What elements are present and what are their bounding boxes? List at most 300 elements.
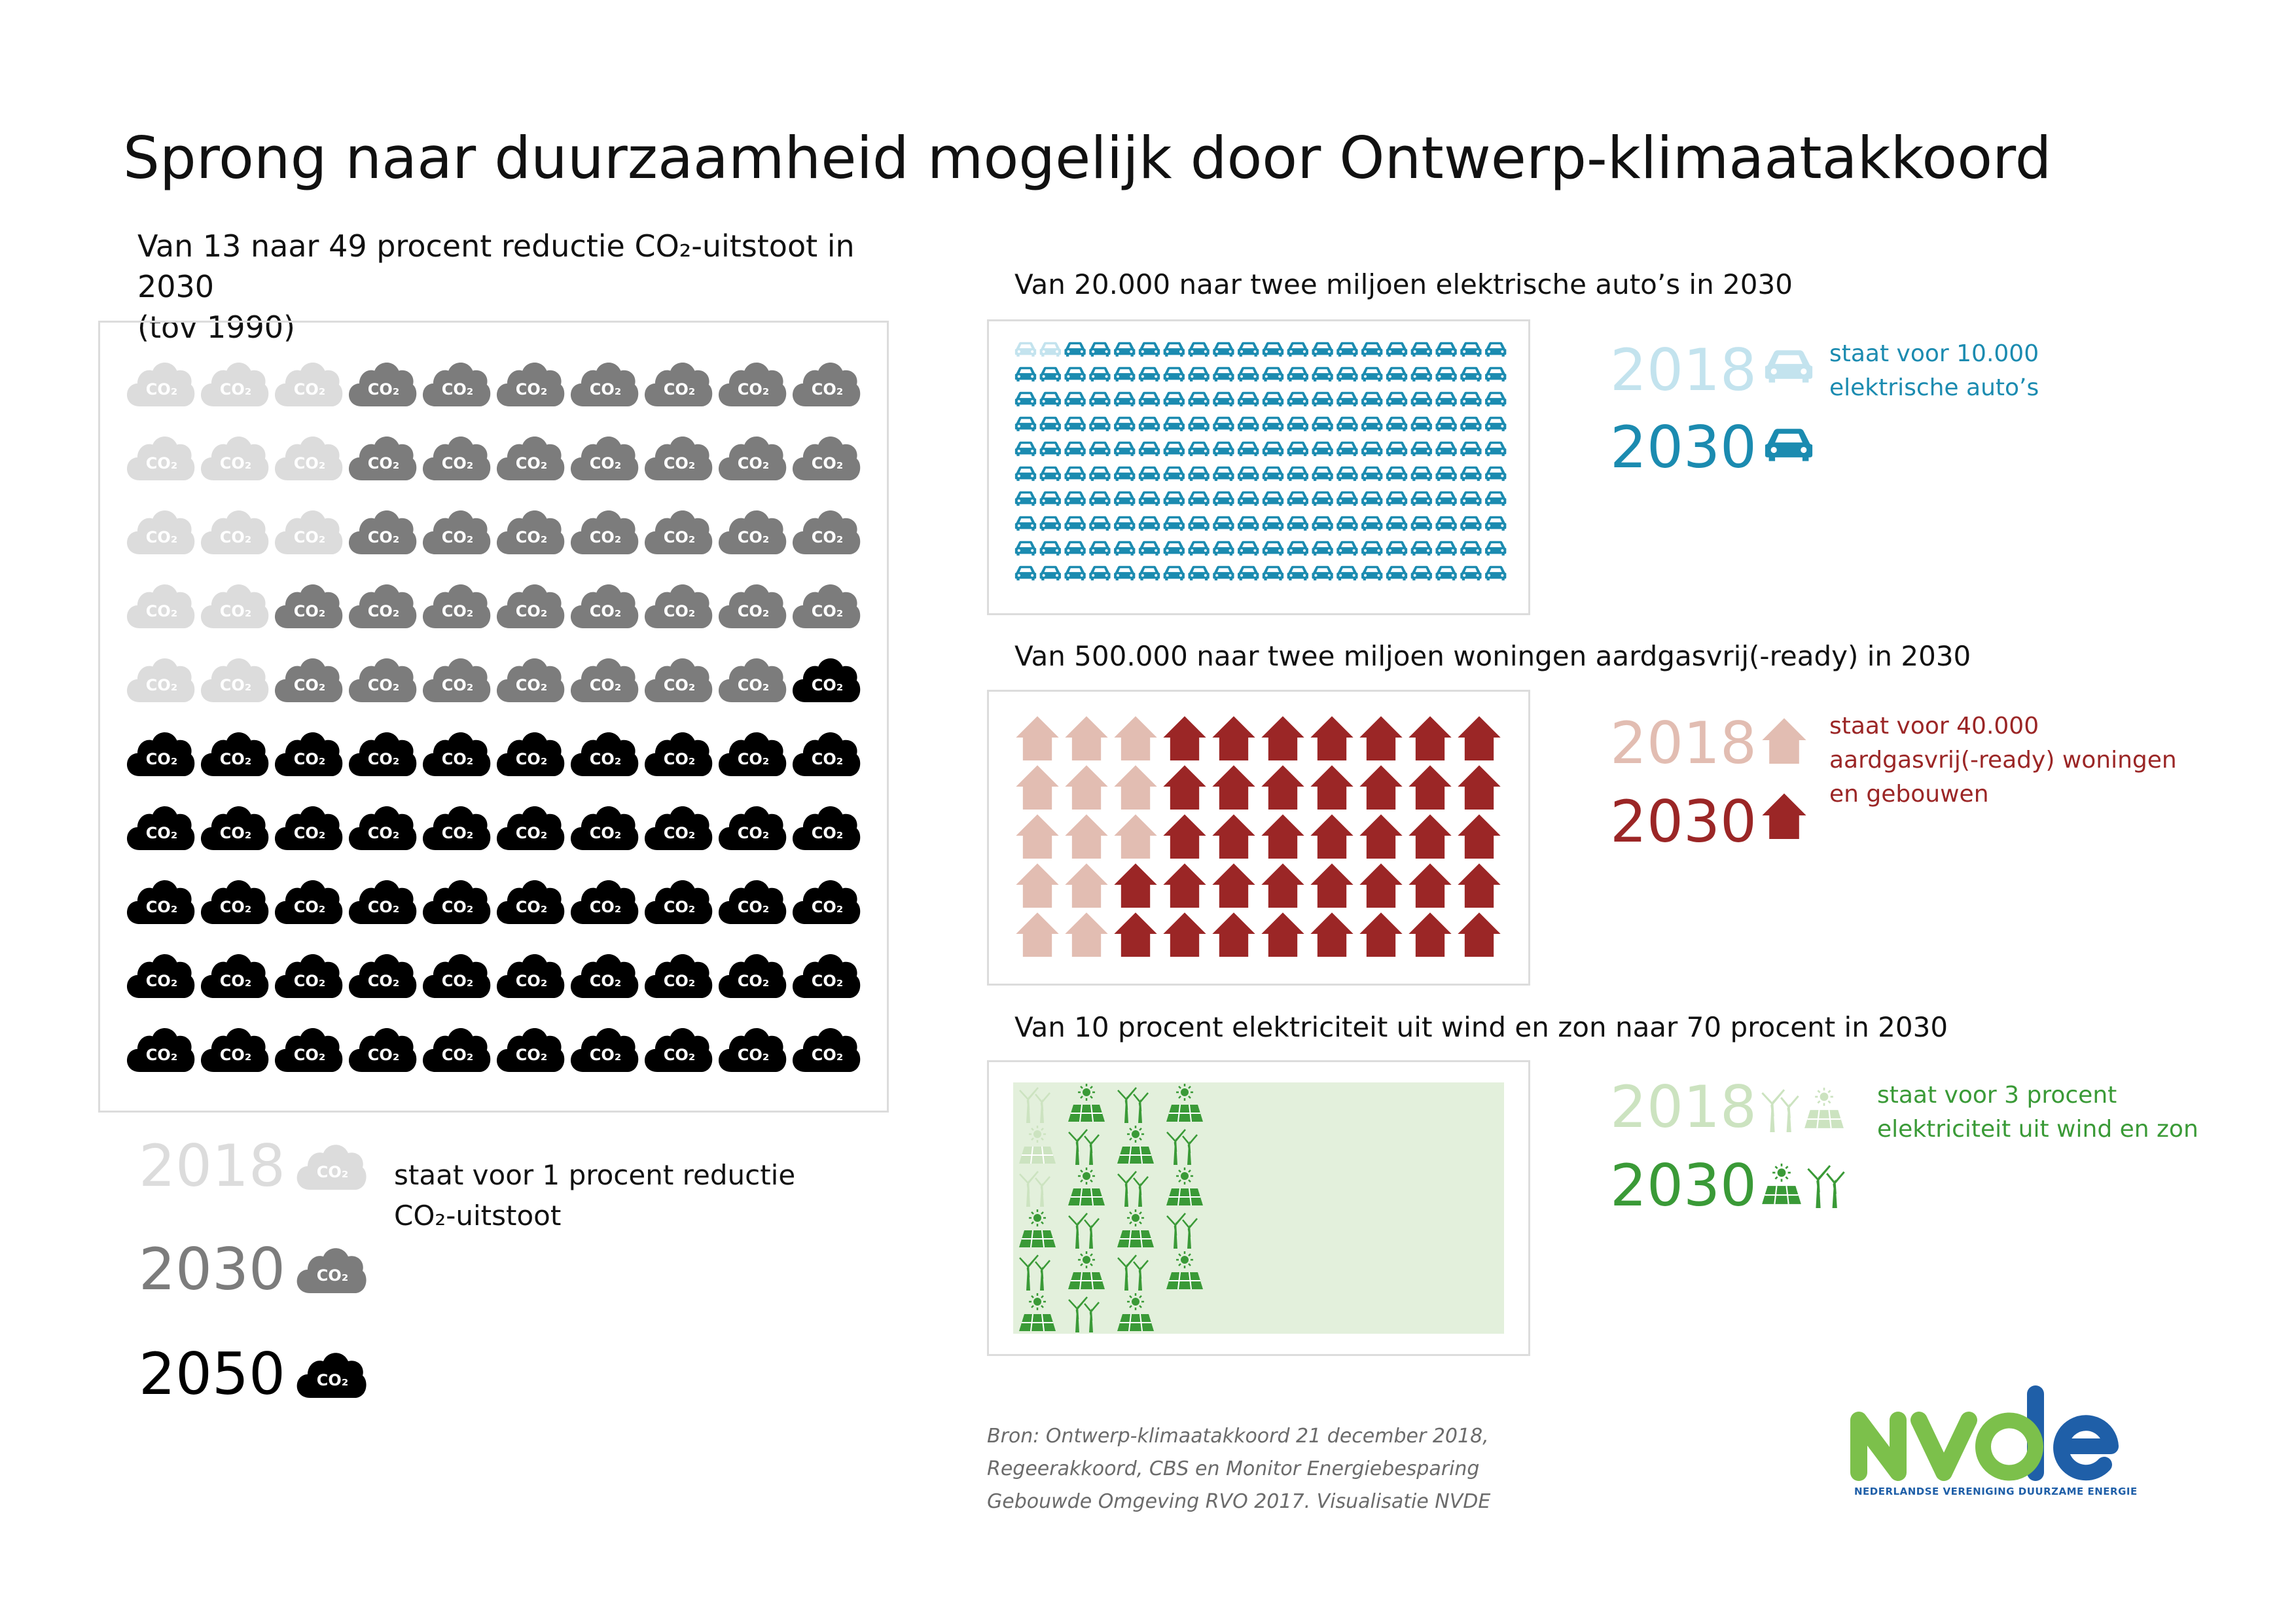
co2-cloud-label: CO₂ xyxy=(367,898,400,916)
car-icon xyxy=(1188,367,1209,382)
car-icon xyxy=(1213,467,1234,481)
car-icon xyxy=(1188,541,1209,556)
co2-cloud-label: CO₂ xyxy=(737,380,770,399)
car-icon xyxy=(1435,467,1456,481)
house-icon xyxy=(1458,912,1500,957)
car-icon xyxy=(1114,367,1135,382)
co2-cloud-label: CO₂ xyxy=(293,380,326,399)
car-icon xyxy=(1460,392,1481,406)
car-icon xyxy=(1336,342,1357,357)
co2-cloud-label: CO₂ xyxy=(293,972,326,990)
car-icon xyxy=(1015,467,1036,481)
co2-cloud-icon xyxy=(127,510,194,554)
co2-cloud-label: CO₂ xyxy=(811,824,844,842)
house-icon xyxy=(1261,863,1304,908)
co2-cloud-icon xyxy=(201,732,268,776)
co2-cloud-label: CO₂ xyxy=(589,824,622,842)
source-line2: Regeerakkoord, CBS en Monitor Energiebesparing xyxy=(987,1457,1480,1480)
co2-cloud-icon xyxy=(275,732,342,776)
car-icon xyxy=(1238,491,1259,506)
co2-cloud-label: CO₂ xyxy=(145,528,178,546)
co2-cloud-label: CO₂ xyxy=(441,898,474,916)
co2-cloud-label: CO₂ xyxy=(811,750,844,768)
co2-cloud-icon xyxy=(719,584,786,628)
co2-cloud-label: CO₂ xyxy=(367,528,400,546)
co2-cloud-icon xyxy=(497,1028,564,1072)
co2-cloud-icon xyxy=(793,658,860,702)
car-icon xyxy=(1089,342,1110,357)
house-icon xyxy=(1016,716,1058,760)
house-icon xyxy=(1016,814,1058,859)
cars-icon-grid xyxy=(1014,340,1512,589)
co2-cloud-icon xyxy=(201,437,268,480)
co2-cloud-label: CO₂ xyxy=(663,528,696,546)
co2-cloud-label: CO₂ xyxy=(219,676,252,694)
car-icon xyxy=(1435,442,1456,456)
house-icon xyxy=(1212,863,1255,908)
co2-cloud-icon xyxy=(275,510,342,554)
co2-cloud-label: CO₂ xyxy=(811,676,844,694)
car-icon xyxy=(1361,417,1382,431)
co2-cloud-label: CO₂ xyxy=(293,454,326,473)
car-icon xyxy=(1139,342,1160,357)
co2-cloud-label: CO₂ xyxy=(515,750,548,768)
car-icon xyxy=(1040,541,1061,556)
co2-cloud-icon xyxy=(201,363,268,406)
car-icon xyxy=(1139,417,1160,431)
car-icon xyxy=(1089,516,1110,531)
car-icon xyxy=(1064,442,1085,456)
co2-cloud-label: CO₂ xyxy=(145,898,178,916)
co2-cloud-label: CO₂ xyxy=(663,676,696,694)
co2-cloud-label: CO₂ xyxy=(219,750,252,768)
co2-cloud-icon xyxy=(645,437,712,480)
co2-cloud-icon xyxy=(645,363,712,406)
car-icon xyxy=(1188,467,1209,481)
co2-cloud-label: CO₂ xyxy=(293,602,326,620)
car-icon xyxy=(1164,367,1185,382)
car-icon xyxy=(1238,516,1259,531)
house-icon xyxy=(1359,814,1402,859)
house-icon xyxy=(1163,716,1206,760)
car-icon xyxy=(1312,491,1333,506)
car-icon xyxy=(1336,516,1357,531)
car-icon xyxy=(1435,566,1456,580)
co2-cloud-label: CO₂ xyxy=(737,972,770,990)
car-icon xyxy=(1114,392,1135,406)
car-icon xyxy=(1089,541,1110,556)
car-icon xyxy=(1411,342,1432,357)
car-icon xyxy=(1164,516,1185,531)
house-icon xyxy=(1458,716,1500,760)
car-icon xyxy=(1040,367,1061,382)
co2-cloud-label: CO₂ xyxy=(219,824,252,842)
car-icon xyxy=(1361,367,1382,382)
car-icon xyxy=(1213,442,1234,456)
car-icon xyxy=(1064,367,1085,382)
car-icon xyxy=(1361,516,1382,531)
co2-cloud-label: CO₂ xyxy=(145,380,178,399)
house-icon xyxy=(1114,814,1157,859)
car-icon xyxy=(1287,467,1308,481)
co2-cloud-label: CO₂ xyxy=(515,1046,548,1064)
co2-cloud-label: CO₂ xyxy=(293,898,326,916)
co2-cloud-label: CO₂ xyxy=(515,676,548,694)
car-icon xyxy=(1263,541,1283,556)
car-icon xyxy=(1312,392,1333,406)
co2-cloud-icon xyxy=(571,954,638,998)
car-icon xyxy=(1460,566,1481,580)
co2-cloud-icon xyxy=(719,880,786,924)
co2-cloud-label: CO₂ xyxy=(663,972,696,990)
co2-cloud-icon xyxy=(497,437,564,480)
co2-cloud-icon xyxy=(645,584,712,628)
energy-legend-text-line2: elektriciteit uit wind en zon xyxy=(1877,1116,2198,1143)
car-icon xyxy=(1114,516,1135,531)
car-icon xyxy=(1139,541,1160,556)
homes-legend-text-line2: aardgasvrij(-ready) woningen xyxy=(1829,747,2177,774)
house-icon xyxy=(1163,765,1206,810)
co2-cloud-label: CO₂ xyxy=(737,676,770,694)
co2-cloud-label: CO₂ xyxy=(367,972,400,990)
house-icon xyxy=(1310,765,1353,810)
car-icon xyxy=(1114,417,1135,431)
car-icon xyxy=(1064,467,1085,481)
energy-legend-text xyxy=(1877,1079,2198,1147)
co2-cloud-icon xyxy=(719,1028,786,1072)
co2-cloud-label: CO₂ xyxy=(219,972,252,990)
house-icon xyxy=(1458,863,1500,908)
co2-cloud-label: CO₂ xyxy=(293,750,326,768)
car-icon xyxy=(1287,566,1308,580)
car-icon xyxy=(1411,491,1432,506)
co2-cloud-label: CO₂ xyxy=(811,454,844,473)
co2-cloud-icon xyxy=(497,954,564,998)
car-icon xyxy=(1064,516,1085,531)
car-icon xyxy=(1460,442,1481,456)
car-icon xyxy=(1460,367,1481,382)
car-icon xyxy=(1361,442,1382,456)
co2-cloud-icon xyxy=(423,363,490,406)
car-icon xyxy=(1411,417,1432,431)
car-icon xyxy=(1238,392,1259,406)
car-icon xyxy=(1164,442,1185,456)
car-icon xyxy=(1015,342,1036,357)
car-icon xyxy=(1435,516,1456,531)
car-icon xyxy=(1188,516,1209,531)
co2-cloud-label: CO₂ xyxy=(737,898,770,916)
car-icon xyxy=(1460,467,1481,481)
co2-cloud-icon xyxy=(201,658,268,702)
co2-cloud-label: CO₂ xyxy=(737,824,770,842)
co2-cloud-icon xyxy=(793,954,860,998)
car-icon xyxy=(1435,342,1456,357)
energy-legend-year-2018: 2018 xyxy=(1610,1073,1757,1141)
house-icon xyxy=(1408,765,1451,810)
car-icon xyxy=(1164,541,1185,556)
cars-legend-year-2018: 2018 xyxy=(1610,336,1757,404)
co2-cloud-label: CO₂ xyxy=(219,454,252,473)
co2-cloud-label: CO₂ xyxy=(293,676,326,694)
car-icon xyxy=(1263,442,1283,456)
car-icon xyxy=(1411,516,1432,531)
co2-cloud-icon xyxy=(719,954,786,998)
car-icon xyxy=(1164,566,1185,580)
car-icon xyxy=(1015,516,1036,531)
car-icon xyxy=(1361,541,1382,556)
co2-cloud-label: CO₂ xyxy=(515,528,548,546)
co2-cloud-label: CO₂ xyxy=(811,380,844,399)
co2-cloud-icon xyxy=(275,658,342,702)
car-icon xyxy=(1263,392,1283,406)
co2-cloud-icon xyxy=(275,806,342,850)
source-line3: Gebouwde Omgeving RVO 2017. Visualisatie NVDE xyxy=(987,1490,1491,1513)
co2-cloud-label: CO₂ xyxy=(441,528,474,546)
house-icon xyxy=(1212,814,1255,859)
car-icon xyxy=(1213,566,1234,580)
source-note xyxy=(987,1420,1576,1518)
house-icon xyxy=(1261,912,1304,957)
co2-cloud-icon xyxy=(423,658,490,702)
co2-cloud-icon xyxy=(571,510,638,554)
co2-cloud-icon xyxy=(423,510,490,554)
co2-cloud-icon xyxy=(349,1028,416,1072)
co2-cloud-label: CO₂ xyxy=(737,528,770,546)
nvde-logo-tagline: NEDERLANDSE VERENIGING DUURZAME ENERGIE xyxy=(1854,1486,2138,1497)
co2-cloud-label: CO₂ xyxy=(515,898,548,916)
house-icon xyxy=(1212,912,1255,957)
car-icon xyxy=(1287,516,1308,531)
co2-cloud-label: CO₂ xyxy=(367,380,400,399)
co2-cloud-icon xyxy=(201,1028,268,1072)
co2-cloud-icon xyxy=(127,584,194,628)
car-icon xyxy=(1386,392,1407,406)
co2-cloud-icon xyxy=(349,658,416,702)
co2-cloud-icon xyxy=(645,806,712,850)
house-legend-2018-icon xyxy=(1761,717,1808,764)
car-icon xyxy=(1411,467,1432,481)
car-icon xyxy=(1139,566,1160,580)
car-icon xyxy=(1015,541,1036,556)
co2-cloud-label: CO₂ xyxy=(515,824,548,842)
house-icon xyxy=(1212,716,1255,760)
co2-cloud-icon xyxy=(275,1028,342,1072)
car-icon xyxy=(1213,491,1234,506)
car-icon xyxy=(1435,367,1456,382)
car-icon xyxy=(1164,467,1185,481)
co2-cloud-icon xyxy=(349,510,416,554)
page-title: Sprong naar duurzaamheid mogelijk door Ontwerp-klimaatakkoord xyxy=(123,124,2052,192)
co2-cloud-label: CO₂ xyxy=(441,1046,474,1064)
car-icon xyxy=(1312,516,1333,531)
car-icon xyxy=(1460,342,1481,357)
co2-cloud-label: CO₂ xyxy=(811,972,844,990)
co2-cloud-icon xyxy=(201,584,268,628)
co2-cloud-label: CO₂ xyxy=(663,750,696,768)
car-icon xyxy=(1263,367,1283,382)
car-icon xyxy=(1114,541,1135,556)
car-icon xyxy=(1411,541,1432,556)
co2-cloud-icon xyxy=(793,510,860,554)
car-icon xyxy=(1139,392,1160,406)
car-icon xyxy=(1188,392,1209,406)
car-icon xyxy=(1064,417,1085,431)
house-icon xyxy=(1065,716,1107,760)
co2-cloud-label: CO₂ xyxy=(441,602,474,620)
co2-legend-year-2030: 2030 xyxy=(139,1236,285,1303)
co2-legend-label-2030: CO₂ xyxy=(316,1266,349,1285)
car-legend-2030-icon xyxy=(1764,425,1814,462)
homes-legend-text-line1: staat voor 40.000 xyxy=(1829,713,2039,740)
house-icon xyxy=(1065,863,1107,908)
car-icon xyxy=(1238,467,1259,481)
car-icon xyxy=(1040,491,1061,506)
house-icon xyxy=(1310,863,1353,908)
car-icon xyxy=(1287,342,1308,357)
car-icon xyxy=(1435,491,1456,506)
car-icon xyxy=(1287,442,1308,456)
car-icon xyxy=(1213,342,1234,357)
house-icon xyxy=(1261,765,1304,810)
co2-cloud-icon xyxy=(127,658,194,702)
co2-cloud-label: CO₂ xyxy=(293,1046,326,1064)
car-icon xyxy=(1064,541,1085,556)
car-icon xyxy=(1238,442,1259,456)
car-icon xyxy=(1460,516,1481,531)
co2-cloud-label: CO₂ xyxy=(367,454,400,473)
co2-cloud-icon xyxy=(719,732,786,776)
co2-legend-text xyxy=(394,1155,795,1236)
co2-cloud-icon xyxy=(275,954,342,998)
house-icon xyxy=(1114,765,1157,810)
house-icon xyxy=(1212,765,1255,810)
co2-cloud-icon xyxy=(571,658,638,702)
car-icon xyxy=(1139,516,1160,531)
co2-cloud-label: CO₂ xyxy=(367,750,400,768)
energy-legend-text-line1: staat voor 3 procent xyxy=(1877,1082,2117,1109)
car-icon xyxy=(1263,467,1283,481)
house-icon xyxy=(1163,814,1206,859)
cars-section-title: Van 20.000 naar twee miljoen elektrische auto’s in 2030 xyxy=(1014,268,1793,300)
homes-legend-text-line3: en gebouwen xyxy=(1829,781,1989,808)
car-icon xyxy=(1435,392,1456,406)
co2-cloud-icon xyxy=(719,658,786,702)
house-icon xyxy=(1065,814,1107,859)
car-icon xyxy=(1089,467,1110,481)
co2-cloud-label: CO₂ xyxy=(589,898,622,916)
car-icon xyxy=(1213,541,1234,556)
car-icon xyxy=(1361,342,1382,357)
co2-cloud-label: CO₂ xyxy=(589,1046,622,1064)
co2-cloud-icon xyxy=(793,732,860,776)
source-line1: Bron: Ontwerp-klimaatakkoord 21 december 2018, xyxy=(987,1425,1489,1448)
co2-cloud-icon xyxy=(423,806,490,850)
car-icon xyxy=(1435,541,1456,556)
co2-cloud-label: CO₂ xyxy=(663,602,696,620)
co2-cloud-label: CO₂ xyxy=(663,454,696,473)
co2-cloud-icon xyxy=(275,363,342,406)
car-icon xyxy=(1139,367,1160,382)
house-legend-2030-icon xyxy=(1761,792,1808,839)
co2-cloud-label: CO₂ xyxy=(441,380,474,399)
co2-cloud-icon xyxy=(497,732,564,776)
car-icon xyxy=(1485,392,1506,406)
co2-cloud-label: CO₂ xyxy=(589,380,622,399)
house-icon xyxy=(1310,912,1353,957)
nvde-logo xyxy=(1846,1374,2134,1486)
car-icon xyxy=(1386,541,1407,556)
solar-panel-legend-2030-icon xyxy=(1761,1161,1803,1208)
co2-cloud-label: CO₂ xyxy=(737,454,770,473)
car-icon xyxy=(1040,566,1061,580)
co2-cloud-label: CO₂ xyxy=(441,824,474,842)
house-icon xyxy=(1359,716,1402,760)
house-icon xyxy=(1408,814,1451,859)
car-icon xyxy=(1336,467,1357,481)
car-icon xyxy=(1485,491,1506,506)
co2-legend-text-line1: staat voor 1 procent reductie xyxy=(394,1159,796,1191)
co2-cloud-icon xyxy=(571,806,638,850)
car-icon xyxy=(1213,516,1234,531)
co2-cloud-label: CO₂ xyxy=(589,972,622,990)
car-icon xyxy=(1139,467,1160,481)
homes-legend-year-2030: 2030 xyxy=(1610,788,1757,855)
car-icon xyxy=(1064,342,1085,357)
co2-cloud-icon xyxy=(497,363,564,406)
car-icon xyxy=(1089,417,1110,431)
co2-cloud-icon xyxy=(571,1028,638,1072)
car-icon xyxy=(1361,566,1382,580)
co2-cloud-icon xyxy=(719,806,786,850)
car-icon xyxy=(1485,417,1506,431)
wind-turbine-legend-2030-icon xyxy=(1806,1161,1846,1208)
car-icon xyxy=(1139,442,1160,456)
co2-cloud-label: CO₂ xyxy=(219,602,252,620)
car-icon xyxy=(1015,566,1036,580)
co2-cloud-icon xyxy=(349,437,416,480)
car-icon xyxy=(1139,491,1160,506)
co2-cloud-label: CO₂ xyxy=(589,602,622,620)
co2-cloud-icon xyxy=(349,880,416,924)
homes-icon-grid xyxy=(1014,715,1512,963)
cars-legend-year-2030: 2030 xyxy=(1610,414,1757,481)
co2-cloud-label: CO₂ xyxy=(663,1046,696,1064)
car-icon xyxy=(1015,417,1036,431)
co2-cloud-icon xyxy=(349,584,416,628)
car-icon xyxy=(1238,566,1259,580)
wind-turbine-legend-2018-icon xyxy=(1761,1085,1800,1132)
car-icon xyxy=(1238,417,1259,431)
co2-cloud-icon xyxy=(423,437,490,480)
car-icon xyxy=(1263,516,1283,531)
co2-heading-line1: Van 13 naar 49 procent reductie CO₂-uitstoot in 2030 xyxy=(137,228,855,304)
car-icon xyxy=(1015,367,1036,382)
co2-cloud-icon xyxy=(571,584,638,628)
house-icon xyxy=(1114,716,1157,760)
house-icon xyxy=(1359,765,1402,810)
co2-cloud-icon xyxy=(793,880,860,924)
co2-legend-year-2018: 2018 xyxy=(139,1132,285,1200)
co2-cloud-label: CO₂ xyxy=(663,824,696,842)
car-icon xyxy=(1336,417,1357,431)
car-icon xyxy=(1312,417,1333,431)
co2-cloud-icon xyxy=(719,363,786,406)
house-icon xyxy=(1408,716,1451,760)
car-icon xyxy=(1336,392,1357,406)
co2-cloud-icon xyxy=(275,584,342,628)
car-icon xyxy=(1263,342,1283,357)
house-icon xyxy=(1310,716,1353,760)
